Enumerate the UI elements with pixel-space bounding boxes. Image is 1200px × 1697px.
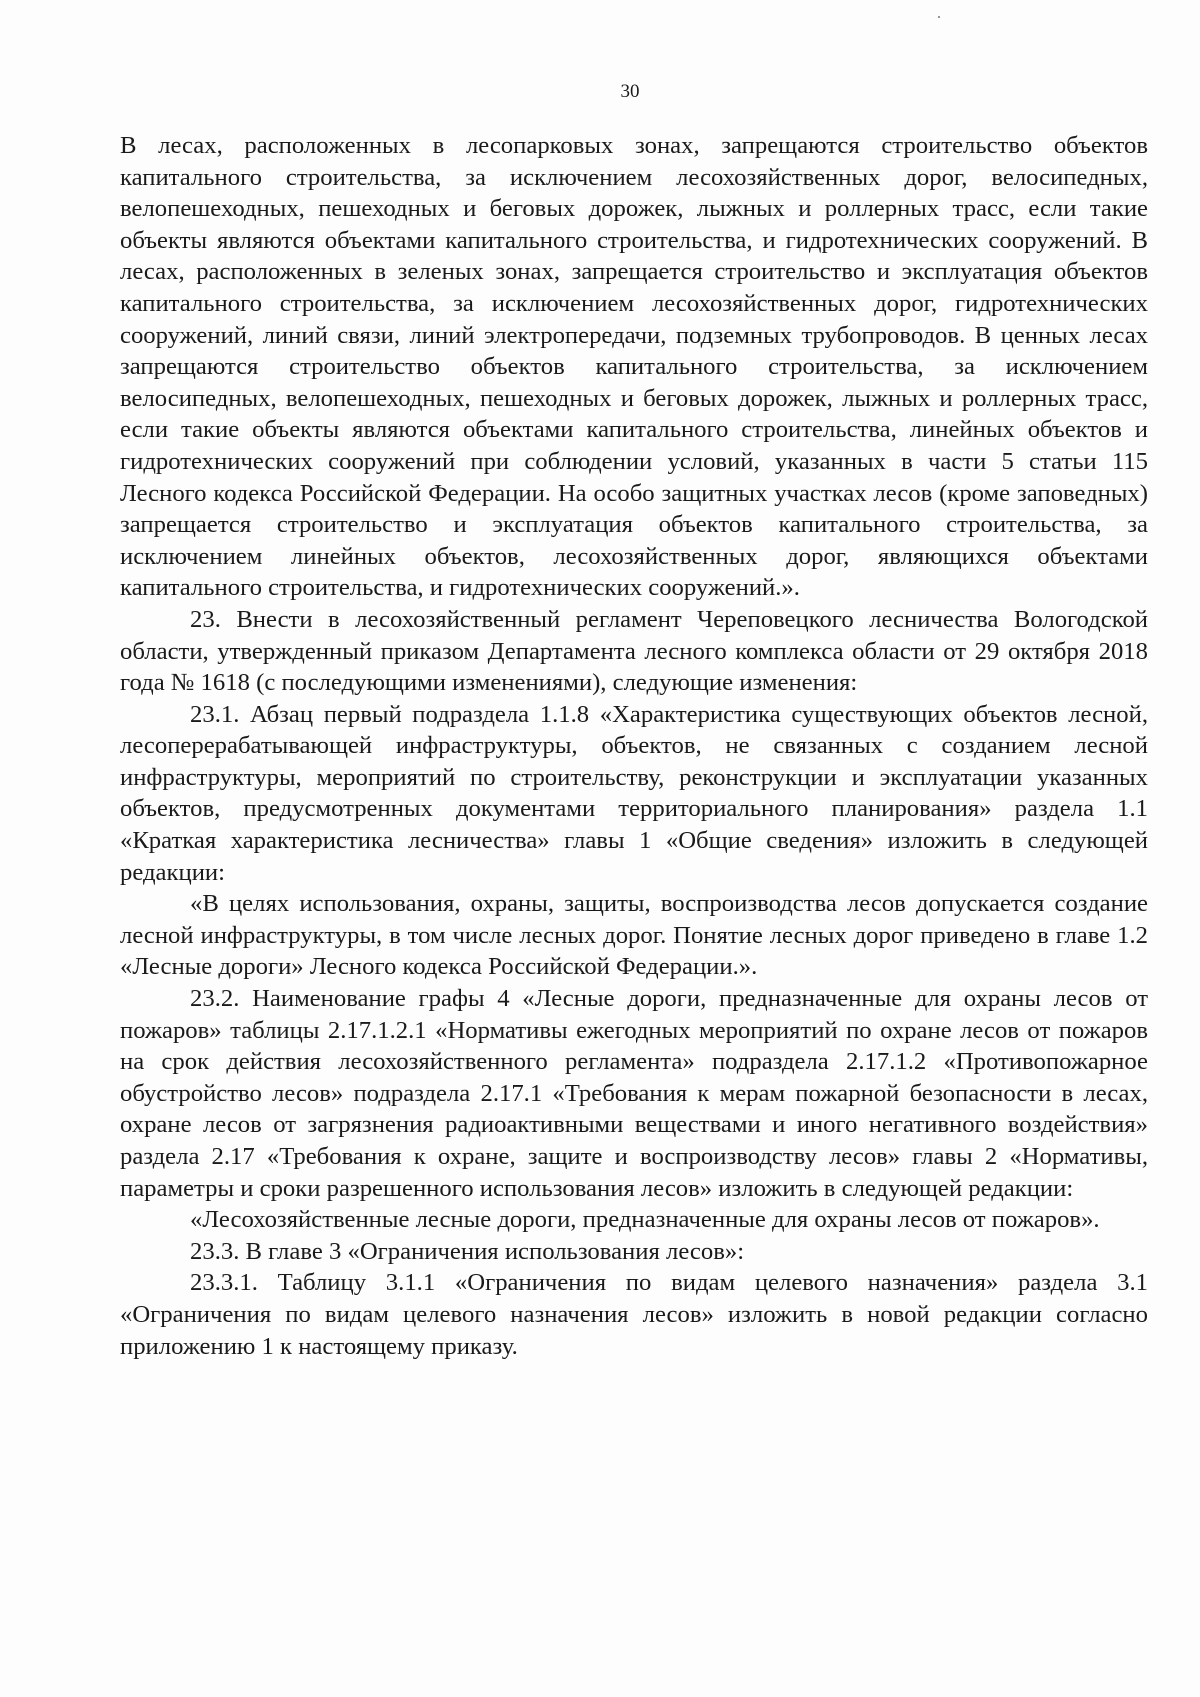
paragraph-23-3-1: 23.3.1. Таблицу 3.1.1 «Ограничения по видам целевого назначения» раздела 3.1 «Ограничения по видам целевого назначения лесов» изложить в новой редакции согласно приложению 1 к настоящему приказу. — [120, 1269, 1148, 1360]
paragraph-23: 23. Внести в лесохозяйственный регламент Череповецкого лесничества Вологодской области, утвержденный приказом Департамента лесного комплекса области от 29 октября 2018 года № 1618 (с последующими изменениями), следующие изменения: — [120, 605, 1148, 697]
paragraph-23-3: 23.3. В главе 3 «Ограничения использования лесов»: — [190, 1237, 745, 1265]
paragraph-23-2-quote: «Лесохозяйственные лесные дороги, предназначенные для охраны лесов от пожаров». — [190, 1206, 1100, 1234]
paragraph-23-2: 23.2. Наименование графы 4 «Лесные дороги, предназначенные для охраны лесов от пожаров» таблицы 2.17.1.2.1 «Нормативы ежегодных мероприятий по охране лесов от пожаров на срок действия лесохозяйственного регламента» подраздела 2.17.1.2 «Противопожарное обустройство лесов» подраздела 2.17.1 «Требования к мерам пожарной безопасности в лесах, охране лесов от загрязнения радиоактивными веществами и иного негативного воздействия» раздела 2.17 «Требования к охране, защите и воспроизводству лесов» главы 2 «Нормативы, параметры и сроки разрешенного использования лесов» изложить в следующей редакции: — [120, 985, 1148, 1202]
paragraph-forest-construction-restrictions: В лесах, расположенных в лесопарковых зонах, запрещаются строительство объектов капитального строительства, за исключением лесохозяйственных дорог, велосипедных, велопешеходных, пешеходных и беговых дорожек, лыжных и роллерных трасс, если такие объекты являются объектами капитального строительства, и гидротехнических сооружений. В лесах, расположенных в зеленых зонах, запрещается строительство и эксплуатация объектов капитального строительства, за исключением лесохозяйственных дорог, гидротехнических сооружений, линий связи, линий электропередачи, подземных трубопроводов. В ценных лесах запрещаются строительство объектов капитального строительства, за исключением велосипедных, велопешеходных, пешеходных и беговых дорожек, лыжных и роллерных трасс, если такие объекты являются объектами капитального строительства, линейных объектов и гидротехнических сооружений при соблюдении условий, указанных в части 5 статьи 115 Лесного кодекса Российской Федерации. На особо защитных участках лесов (кроме заповедных) запрещается строительство и эксплуатация объектов капитального строительства, за исключением линейных объектов, лесохозяйственных дорог, являющихся объектами капитального строительства, и гидротехнических сооружений.». — [120, 132, 1148, 602]
paragraph-23-1: 23.1. Абзац первый подраздела 1.1.8 «Характеристика существующих объектов лесной, лесоперерабатывающей инфраструктуры, объектов, не связанных с созданием лесной инфраструктуры, мероприятий по строительству, реконструкции и эксплуатации указанных объектов, предусмотренных документами территориального планирования» раздела 1.1 «Краткая характеристика лесничества» главы 1 «Общие сведения» изложить в следующей редакции: — [120, 700, 1148, 886]
scan-speck — [938, 16, 940, 18]
page-number: 30 — [620, 81, 640, 102]
document-body — [120, 130, 1148, 1362]
paragraph-23-1-quote: «В целях использования, охраны, защиты, воспроизводства лесов допускается создание лесной инфраструктуры, в том числе лесных дорог. Понятие лесных дорог приведено в главе 1.2 «Лесные дороги» Лесного кодекса Российской Федерации.». — [120, 890, 1148, 981]
